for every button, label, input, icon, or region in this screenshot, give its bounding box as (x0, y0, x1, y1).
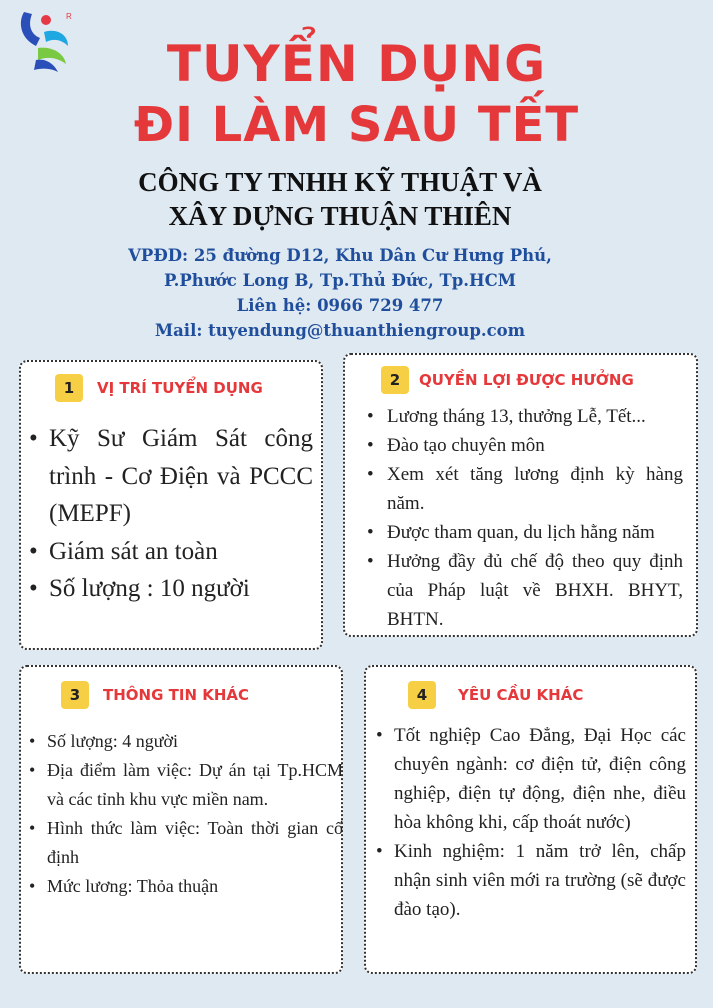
list-item: • Hưởng đầy đủ chế độ theo quy định của Pháp luật về BHXH. BHYT, BHTN. (365, 547, 683, 634)
section-title: YÊU CẦU KHÁC (458, 686, 584, 704)
section-title: VỊ TRÍ TUYỂN DỤNG (97, 379, 263, 397)
registered-mark: R (66, 12, 72, 21)
section-title: QUYỀN LỢI ĐƯỢC HƯỞNG (419, 371, 634, 389)
section-number-badge: 1 (55, 374, 83, 402)
section-list (27, 420, 313, 608)
list-item: • Hình thức làm việc: Toàn thời gian cố định (27, 814, 343, 872)
list-item: • Lương tháng 13, thưởng Lễ, Tết... (365, 402, 683, 431)
list-item: • Tốt nghiệp Cao Đẳng, Đại Học các chuyên ngành: cơ điện tử, điện công nghiệp, điện tự động, điện nhe, điều hòa không khi, cấp thoát nước) (374, 721, 686, 837)
address-line-2: P.Phước Long B, Tp.Thủ Đức, Tp.HCM (163, 271, 516, 290)
section-list (365, 402, 683, 634)
list-item: • Đào tạo chuyên môn (365, 431, 683, 460)
section-list (27, 727, 343, 901)
section-job-positions (19, 360, 323, 650)
section-number-badge: 3 (61, 681, 89, 709)
company-name-line-1: CÔNG TY TNHH KỸ THUẬT VÀ (138, 167, 542, 197)
section-header (381, 366, 634, 394)
company-name-line-2: XÂY DỰNG THUẬN THIÊN (168, 201, 512, 231)
section-other-info (19, 665, 343, 974)
list-item: • Xem xét tăng lương định kỳ hàng năm. (365, 460, 683, 518)
list-item: • Kinh nghiệm: 1 năm trở lên, chấp nhận sinh viên mới ra trường (sẽ được đào tạo). (374, 837, 686, 924)
list-item: • Mức lương: Thỏa thuận (27, 872, 343, 901)
section-requirements (364, 665, 697, 974)
contact-phone: Liên hệ: 0966 729 477 (236, 296, 444, 315)
section-benefits (343, 353, 698, 637)
list-item: • Giám sát an toàn (27, 533, 313, 571)
section-header (61, 681, 249, 709)
section-header (55, 374, 263, 402)
headline-line-2: ĐI LÀM SAU TẾT (133, 97, 580, 153)
section-title: THÔNG TIN KHÁC (103, 686, 250, 704)
headline-line-1: TUYỂN DỤNG (166, 35, 547, 93)
list-item: • Kỹ Sư Giám Sát công trình - Cơ Điện và PCCC (MEPF) (27, 420, 313, 533)
list-item: • Địa điểm làm việc: Dự án tại Tp.HCM và các tỉnh khu vực miền nam. (27, 756, 343, 814)
section-header (408, 681, 583, 709)
contact-email: Mail: tuyendung@thuanthiengroup.com (154, 321, 526, 340)
list-item: • Số lượng : 10 người (27, 570, 313, 608)
list-item: • Được tham quan, du lịch hằng năm (365, 518, 683, 547)
list-item: • Số lượng: 4 người (27, 727, 343, 756)
section-number-badge: 4 (408, 681, 436, 709)
section-list (374, 721, 686, 924)
section-number-badge: 2 (381, 366, 409, 394)
address-line-1: VPĐD: 25 đường D12, Khu Dân Cư Hưng Phú, (128, 246, 552, 265)
